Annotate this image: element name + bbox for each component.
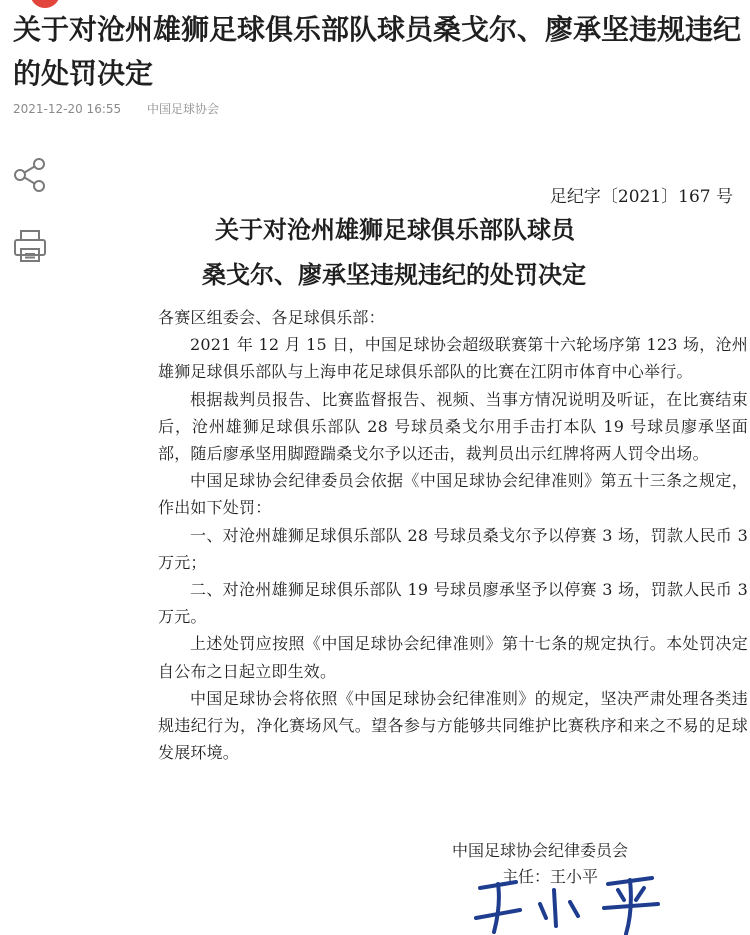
penalty-item: 二、对沧州雄狮足球俱乐部队 19 号球员廖承坚予以停赛 3 场，罚款人民币 3 万元。 [158, 580, 748, 627]
document-title-line2: 桑戈尔、廖承坚违规违纪的处罚决定 [202, 260, 586, 289]
paragraph: 根据裁判员报告、比赛监督报告、视频、当事方情况说明及听证，在比赛结束后，沧州雄狮足球俱乐部队 28 号球员桑戈尔用手击打本队 19 号球员廖承坚面部，随后廖承坚用脚蹬踹桑戈尔予以还击，裁判员出示红牌将两人罚令出场。 [158, 389, 748, 464]
brand-logo-dot [30, 0, 60, 8]
penalty-item: 一、对沧州雄狮足球俱乐部队 28 号球员桑戈尔予以停赛 3 场，罚款人民币 3 万元； [158, 525, 748, 572]
paragraph: 2021 年 12 月 15 日，中国足球协会超级联赛第十六轮场序第 123 场，沧州雄狮足球俱乐部队与上海申花足球俱乐部队的比赛在江阴市体育中心举行。 [158, 335, 748, 382]
paragraph: 中国足球协会纪律委员会依据《中国足球协会纪律准则》第五十三条之规定，作出如下处罚： [158, 471, 748, 518]
paragraph: 上述处罚应按照《中国足球协会纪律准则》第十七条的规定执行。本处罚决定自公布之日起立即生效。 [158, 634, 748, 681]
document-title-line1: 关于对沧州雄狮足球俱乐部队球员 [215, 215, 575, 244]
print-button[interactable] [12, 228, 48, 264]
article-title: 关于对沧州雄狮足球俱乐部队球员桑戈尔、廖承坚违规违纪的处罚决定 [13, 13, 742, 90]
article-meta [13, 100, 241, 117]
signature-organization: 中国足球协会纪律委员会 [452, 841, 629, 860]
article-source: 中国足球协会 [146, 102, 219, 116]
salutation: 各赛区组委会、各足球俱乐部： [158, 308, 385, 327]
publish-date: 2021-12-20 16:55 [13, 102, 122, 116]
handwritten-signature [468, 860, 678, 935]
share-button[interactable] [12, 157, 48, 193]
document-body [158, 304, 748, 766]
signature-chair: 主任：王小平 [502, 867, 599, 886]
paragraph: 中国足球协会将依照《中国足球协会纪律准则》的规定，坚决严肃处理各类违规违纪行为，净化赛场风气。望各参与方能够共同维护比赛秩序和来之不易的足球发展环境。 [158, 688, 748, 763]
document-scan [150, 160, 748, 933]
share-icon [12, 157, 48, 193]
document-number: 足纪字〔2021〕167 号 [549, 187, 733, 207]
printer-icon [12, 228, 48, 264]
